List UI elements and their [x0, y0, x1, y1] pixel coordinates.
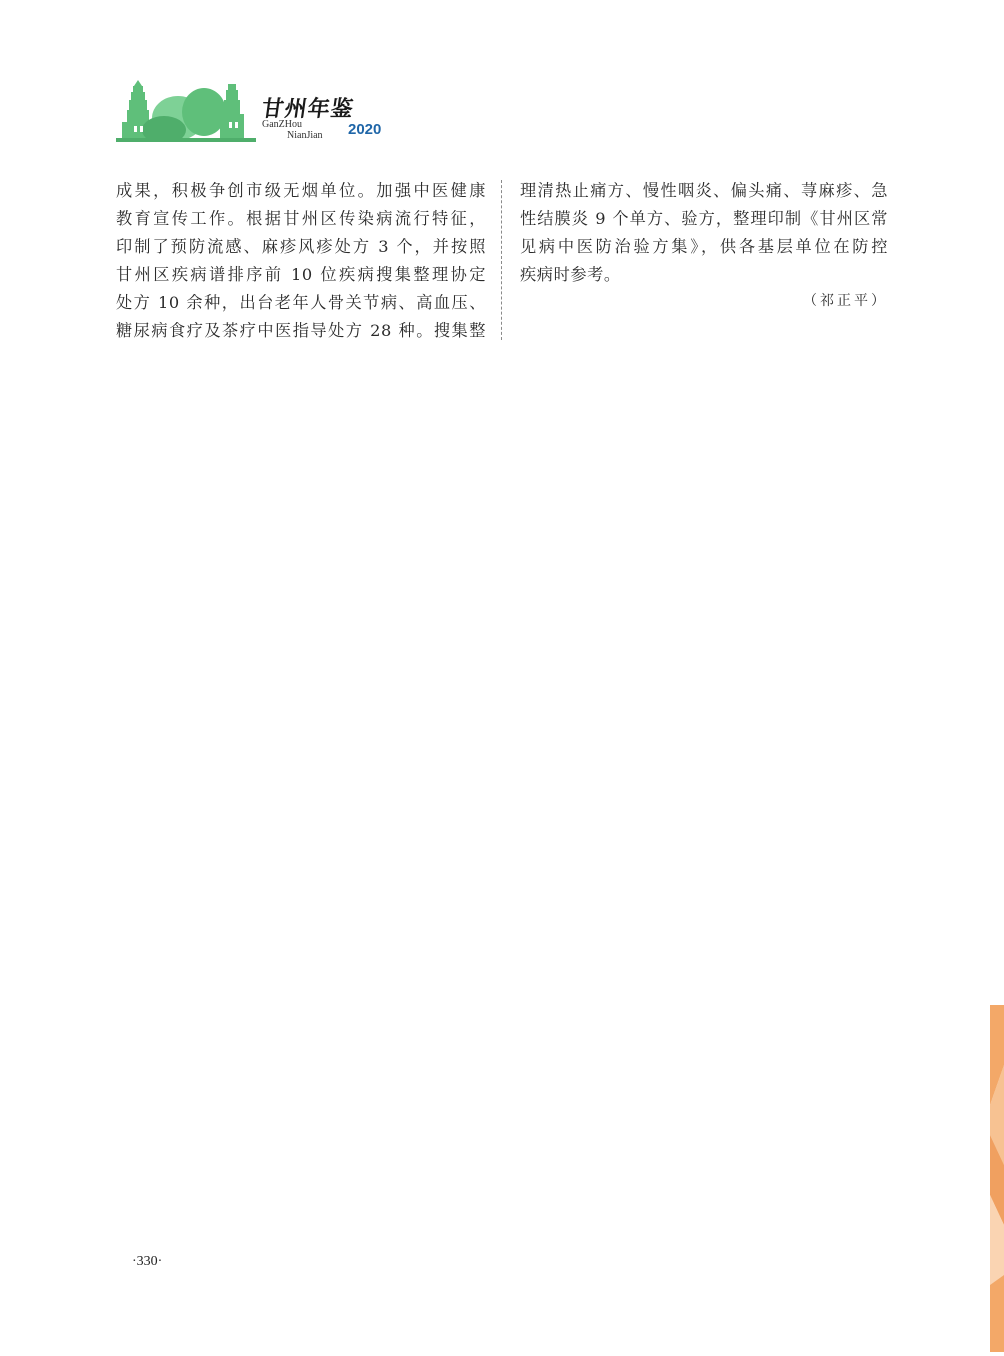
yearbook-title: 甘州年鉴	[259, 96, 356, 122]
text-line: 印制了预防流感、麻疹风疹处方 3 个，并按照	[116, 237, 486, 256]
text-line: 教育宣传工作。根据甘州区传染病流行特征，	[116, 209, 486, 228]
text-line: 处方 10 余种，出台老年人骨关节病、高血压、	[116, 293, 486, 312]
yearbook-title-en-line2: NianJian	[287, 130, 323, 141]
page-number: ·330·	[132, 1254, 163, 1269]
edge-decoration	[990, 1005, 1004, 1352]
text-line: 疾病时参考。	[520, 265, 621, 284]
right-text-column	[520, 177, 888, 289]
text-line: 成果，积极争创市级无烟单位。加强中医健康	[116, 181, 486, 200]
column-divider	[501, 180, 502, 340]
author-attribution: （祁正平）	[803, 293, 888, 309]
yearbook-year: 2020	[348, 121, 382, 138]
city-landscape-logo-icon	[116, 78, 256, 142]
yearbook-title-en-line1: GanZHou	[262, 119, 302, 130]
text-line: 甘州区疾病谱排序前 10 位疾病搜集整理协定	[116, 265, 486, 284]
text-line: 糖尿病食疗及茶疗中医指导处方 28 种。搜集整	[116, 321, 486, 340]
text-line: 性结膜炎 9 个单方、验方，整理印制《甘州区常	[520, 209, 888, 228]
left-text-column	[116, 177, 486, 345]
text-line: 理清热止痛方、慢性咽炎、偏头痛、荨麻疹、急	[520, 181, 888, 200]
text-line: 见病中医防治验方集》，供各基层单位在防控	[520, 237, 888, 256]
